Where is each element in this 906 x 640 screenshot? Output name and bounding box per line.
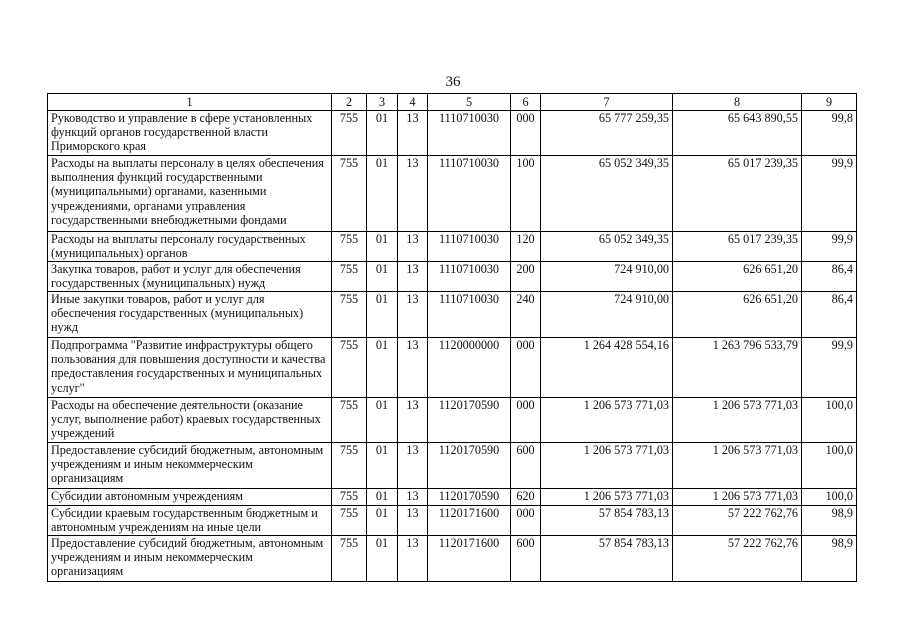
fact-amount-cell: 65 017 239,35 xyxy=(673,232,802,262)
plan-amount-cell: 1 206 573 771,03 xyxy=(541,443,673,489)
pr-code-cell: 13 xyxy=(398,536,428,582)
pr-code-cell: 13 xyxy=(398,489,428,506)
fact-amount-cell: 1 206 573 771,03 xyxy=(673,489,802,506)
column-header: 8 xyxy=(673,94,802,111)
row-name-cell: Подпрограмма "Развитие инфраструктуры общего пользования для повышения доступности и качества предоставления государственных и муниципальных услуг" xyxy=(48,338,332,398)
row-name-cell: Расходы на обеспечение деятельности (оказание услуг, выполнение работ) краевых государственных учреждений xyxy=(48,398,332,443)
vr-code-cell: 000 xyxy=(511,398,541,443)
pr-code-cell: 13 xyxy=(398,156,428,232)
fact-amount-cell: 1 263 796 533,79 xyxy=(673,338,802,398)
column-header: 5 xyxy=(428,94,511,111)
fact-amount-cell: 626 651,20 xyxy=(673,262,802,292)
csr-code-cell: 1120170590 xyxy=(428,398,511,443)
table-row xyxy=(48,156,857,232)
plan-amount-cell: 65 777 259,35 xyxy=(541,111,673,156)
gr-code-cell: 755 xyxy=(332,489,367,506)
fact-amount-cell: 57 222 762,76 xyxy=(673,536,802,582)
rz-code-cell: 01 xyxy=(367,398,398,443)
rz-code-cell: 01 xyxy=(367,262,398,292)
column-header: 7 xyxy=(541,94,673,111)
csr-code-cell: 1110710030 xyxy=(428,262,511,292)
table-row xyxy=(48,111,857,156)
fact-amount-cell: 65 643 890,55 xyxy=(673,111,802,156)
column-header: 6 xyxy=(511,94,541,111)
csr-code-cell: 1120171600 xyxy=(428,536,511,582)
gr-code-cell: 755 xyxy=(332,156,367,232)
percent-cell: 99,9 xyxy=(802,156,857,232)
vr-code-cell: 600 xyxy=(511,443,541,489)
column-number-row xyxy=(48,94,857,111)
pr-code-cell: 13 xyxy=(398,292,428,338)
percent-cell: 99,9 xyxy=(802,232,857,262)
row-name-cell: Расходы на выплаты персоналу в целях обеспечения выполнения функций государственными (муниципальными) органами, казенными учреждениями, органами управления государственными внебюджетными фондами xyxy=(48,156,332,232)
fact-amount-cell: 57 222 762,76 xyxy=(673,506,802,536)
row-name-cell: Предоставление субсидий бюджетным, автономным учреждениям и иным некоммерческим организациям xyxy=(48,536,332,582)
plan-amount-cell: 1 206 573 771,03 xyxy=(541,489,673,506)
vr-code-cell: 120 xyxy=(511,232,541,262)
percent-cell: 100,0 xyxy=(802,443,857,489)
plan-amount-cell: 724 910,00 xyxy=(541,262,673,292)
row-name-cell: Расходы на выплаты персоналу государственных (муниципальных) органов xyxy=(48,232,332,262)
gr-code-cell: 755 xyxy=(332,443,367,489)
rz-code-cell: 01 xyxy=(367,111,398,156)
gr-code-cell: 755 xyxy=(332,292,367,338)
fact-amount-cell: 1 206 573 771,03 xyxy=(673,443,802,489)
plan-amount-cell: 724 910,00 xyxy=(541,292,673,338)
rz-code-cell: 01 xyxy=(367,156,398,232)
percent-cell: 98,9 xyxy=(802,536,857,582)
percent-cell: 99,8 xyxy=(802,111,857,156)
table-row xyxy=(48,398,857,443)
gr-code-cell: 755 xyxy=(332,338,367,398)
csr-code-cell: 1110710030 xyxy=(428,292,511,338)
pr-code-cell: 13 xyxy=(398,232,428,262)
rz-code-cell: 01 xyxy=(367,536,398,582)
column-header: 3 xyxy=(367,94,398,111)
page-number: 36 xyxy=(445,74,461,90)
fact-amount-cell: 65 017 239,35 xyxy=(673,156,802,232)
pr-code-cell: 13 xyxy=(398,338,428,398)
budget-table xyxy=(47,93,857,582)
percent-cell: 99,9 xyxy=(802,338,857,398)
pr-code-cell: 13 xyxy=(398,262,428,292)
percent-cell: 86,4 xyxy=(802,262,857,292)
table-row xyxy=(48,292,857,338)
gr-code-cell: 755 xyxy=(332,536,367,582)
gr-code-cell: 755 xyxy=(332,262,367,292)
plan-amount-cell: 65 052 349,35 xyxy=(541,156,673,232)
row-name-cell: Руководство и управление в сфере установленных функций органов государственной власти Приморского края xyxy=(48,111,332,156)
plan-amount-cell: 1 264 428 554,16 xyxy=(541,338,673,398)
csr-code-cell: 1110710030 xyxy=(428,156,511,232)
fact-amount-cell: 1 206 573 771,03 xyxy=(673,398,802,443)
fact-amount-cell: 626 651,20 xyxy=(673,292,802,338)
vr-code-cell: 600 xyxy=(511,536,541,582)
percent-cell: 98,9 xyxy=(802,506,857,536)
vr-code-cell: 000 xyxy=(511,338,541,398)
table-row xyxy=(48,489,857,506)
vr-code-cell: 200 xyxy=(511,262,541,292)
table-row xyxy=(48,232,857,262)
rz-code-cell: 01 xyxy=(367,443,398,489)
plan-amount-cell: 1 206 573 771,03 xyxy=(541,398,673,443)
table-row xyxy=(48,506,857,536)
plan-amount-cell: 65 052 349,35 xyxy=(541,232,673,262)
pr-code-cell: 13 xyxy=(398,443,428,489)
row-name-cell: Предоставление субсидий бюджетным, автономным учреждениям и иным некоммерческим организациям xyxy=(48,443,332,489)
rz-code-cell: 01 xyxy=(367,489,398,506)
csr-code-cell: 1120170590 xyxy=(428,443,511,489)
rz-code-cell: 01 xyxy=(367,338,398,398)
csr-code-cell: 1110710030 xyxy=(428,232,511,262)
plan-amount-cell: 57 854 783,13 xyxy=(541,506,673,536)
row-name-cell: Субсидии автономным учреждениям xyxy=(48,489,332,506)
row-name-cell: Иные закупки товаров, работ и услуг для обеспечения государственных (муниципальных) нужд xyxy=(48,292,332,338)
table-row xyxy=(48,262,857,292)
vr-code-cell: 240 xyxy=(511,292,541,338)
column-header: 1 xyxy=(48,94,332,111)
vr-code-cell: 100 xyxy=(511,156,541,232)
row-name-cell: Субсидии краевым государственным бюджетным и автономным учреждениям на иные цели xyxy=(48,506,332,536)
pr-code-cell: 13 xyxy=(398,506,428,536)
gr-code-cell: 755 xyxy=(332,398,367,443)
table-row xyxy=(48,536,857,582)
csr-code-cell: 1110710030 xyxy=(428,111,511,156)
vr-code-cell: 000 xyxy=(511,506,541,536)
csr-code-cell: 1120171600 xyxy=(428,506,511,536)
column-header: 4 xyxy=(398,94,428,111)
column-header: 2 xyxy=(332,94,367,111)
row-name-cell: Закупка товаров, работ и услуг для обеспечения государственных (муниципальных) нужд xyxy=(48,262,332,292)
rz-code-cell: 01 xyxy=(367,506,398,536)
column-header: 9 xyxy=(802,94,857,111)
csr-code-cell: 1120170590 xyxy=(428,489,511,506)
gr-code-cell: 755 xyxy=(332,111,367,156)
rz-code-cell: 01 xyxy=(367,232,398,262)
table-row xyxy=(48,338,857,398)
percent-cell: 100,0 xyxy=(802,398,857,443)
plan-amount-cell: 57 854 783,13 xyxy=(541,536,673,582)
percent-cell: 86,4 xyxy=(802,292,857,338)
vr-code-cell: 000 xyxy=(511,111,541,156)
csr-code-cell: 1120000000 xyxy=(428,338,511,398)
gr-code-cell: 755 xyxy=(332,232,367,262)
gr-code-cell: 755 xyxy=(332,506,367,536)
pr-code-cell: 13 xyxy=(398,398,428,443)
vr-code-cell: 620 xyxy=(511,489,541,506)
percent-cell: 100,0 xyxy=(802,489,857,506)
rz-code-cell: 01 xyxy=(367,292,398,338)
table-row xyxy=(48,443,857,489)
pr-code-cell: 13 xyxy=(398,111,428,156)
